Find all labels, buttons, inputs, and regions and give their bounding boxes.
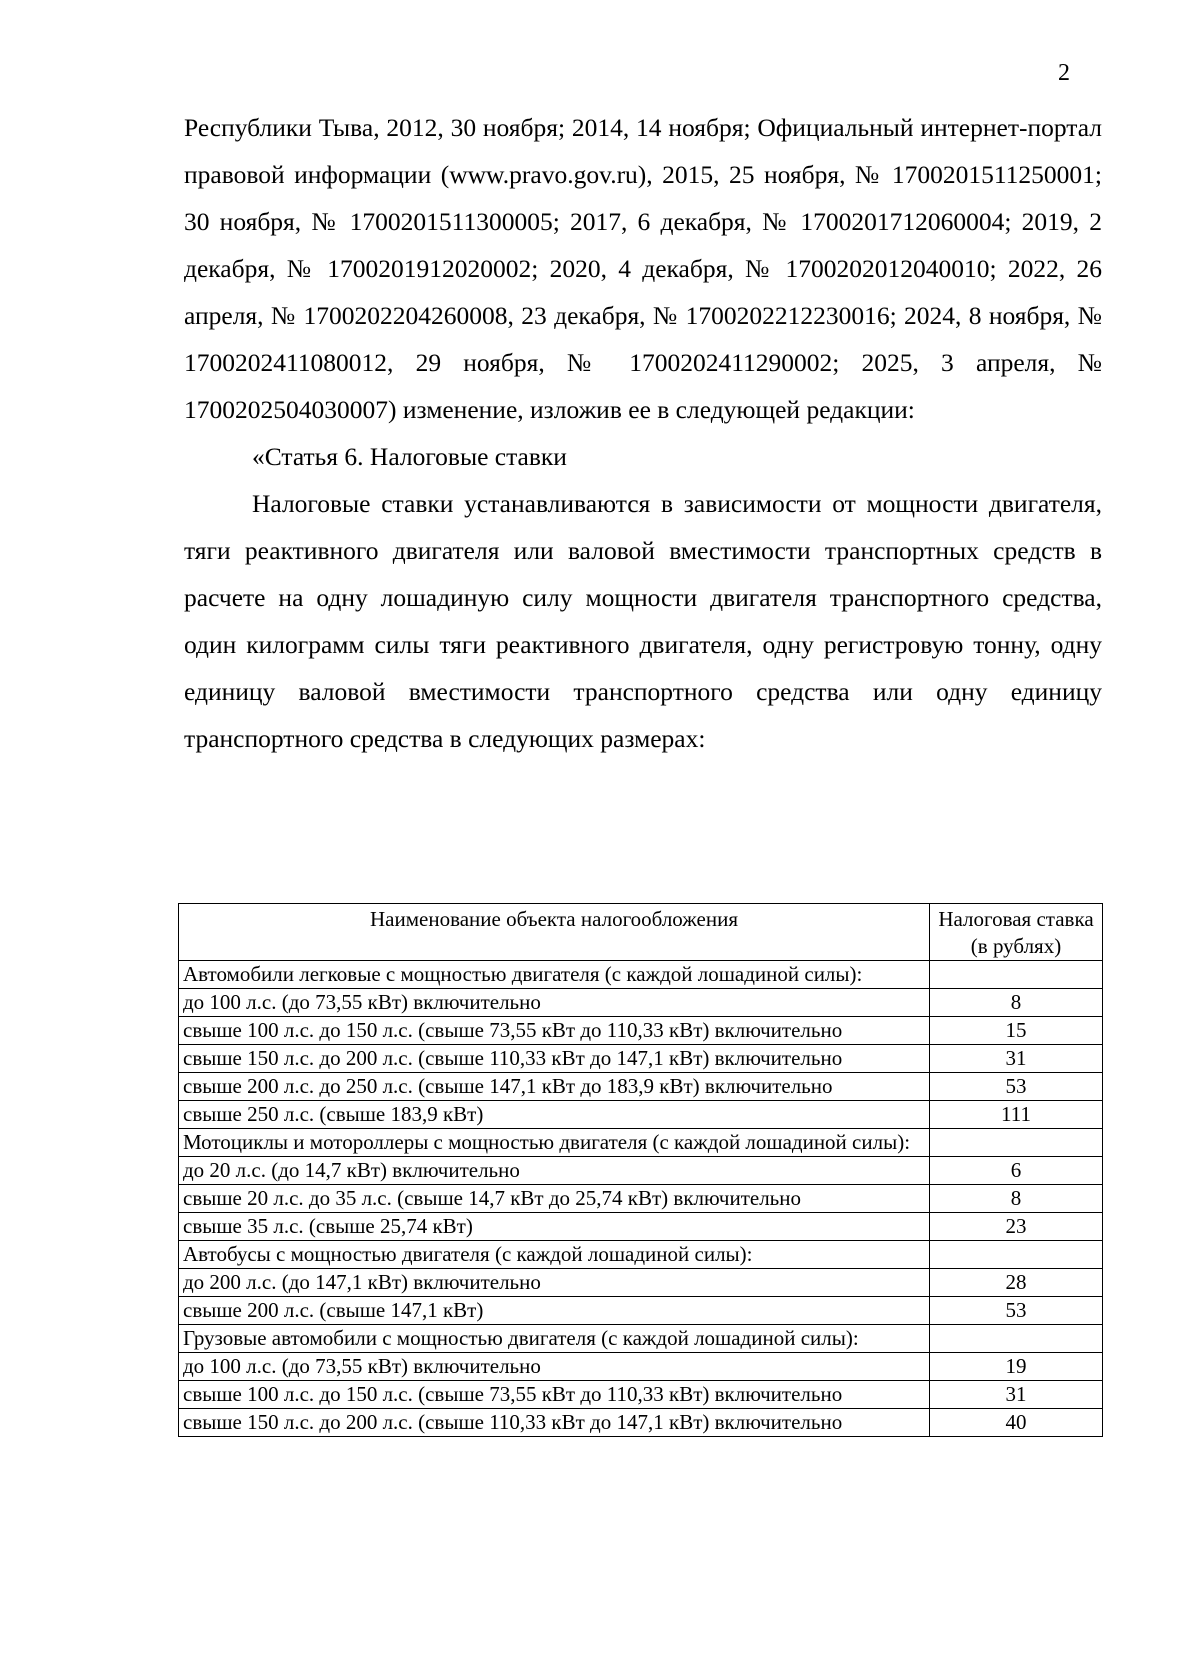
- table-row: [179, 1185, 1103, 1213]
- table-body: [179, 961, 1103, 1437]
- table-row: [179, 1157, 1103, 1185]
- table-row: [179, 1381, 1103, 1409]
- table-row: [179, 1213, 1103, 1241]
- table-cell-object: Автомобили легковые с мощностью двигателя (с каждой лошадиной силы):: [179, 961, 930, 989]
- table-cell-object: свыше 150 л.с. до 200 л.с. (свыше 110,33 кВт до 147,1 кВт) включительно: [179, 1409, 930, 1437]
- table-cell-rate: 111: [930, 1101, 1103, 1129]
- table-cell-object: свыше 20 л.с. до 35 л.с. (свыше 14,7 кВт до 25,74 кВт) включительно: [179, 1185, 930, 1213]
- table-cell-object: Автобусы с мощностью двигателя (с каждой лошадиной силы):: [179, 1241, 930, 1269]
- table-cell-rate: 31: [930, 1381, 1103, 1409]
- table-cell-rate: 53: [930, 1297, 1103, 1325]
- table-cell-object: свыше 150 л.с. до 200 л.с. (свыше 110,33 кВт до 147,1 кВт) включительно: [179, 1045, 930, 1073]
- table-cell-rate: 53: [930, 1073, 1103, 1101]
- table-cell-rate: 15: [930, 1017, 1103, 1045]
- table-cell-object: свыше 200 л.с. до 250 л.с. (свыше 147,1 кВт до 183,9 кВт) включительно: [179, 1073, 930, 1101]
- header-object-name: Наименование объекта налогообложения: [179, 904, 930, 961]
- table-row: [179, 1353, 1103, 1381]
- page-number: 2: [1058, 60, 1070, 86]
- table-row: [179, 1101, 1103, 1129]
- table-cell-object: Грузовые автомобили с мощностью двигателя (с каждой лошадиной силы):: [179, 1325, 930, 1353]
- paragraph-amendment-sources: Республики Тыва, 2012, 30 ноября; 2014, 14 ноября; Официальный интернет-портал правовой информации (www.pravo.gov.ru), 2015, 25 ноября, № 1700201511250001; 30 ноября, № 1700201511300005; 2017, 6 декабря, № 1700201712060004; 2019, 2 декабря, № 1700201912020002; 2020, 4 декабря, № 1700202012040010; 2022, 26 апреля, № 1700202204260008, 23 декабря, № 1700202212230016; 2024, 8 ноября, № 1700202411080012, 29 ноября, № 1700202411290002; 2025, 3 апреля, № 1700202504030007) изменение, изложив ее в следующей редакции:: [184, 113, 1102, 424]
- table-cell-object: свыше 200 л.с. (свыше 147,1 кВт): [179, 1297, 930, 1325]
- table-cell-rate: [930, 961, 1103, 989]
- table-cell-object: Мотоциклы и мотороллеры с мощностью двигателя (с каждой лошадиной силы):: [179, 1129, 930, 1157]
- table-cell-rate: 19: [930, 1353, 1103, 1381]
- table-row: [179, 1325, 1103, 1353]
- table-row: [179, 1073, 1103, 1101]
- table-cell-rate: [930, 1129, 1103, 1157]
- table-cell-object: свыше 35 л.с. (свыше 25,74 кВт): [179, 1213, 930, 1241]
- table-row: [179, 1241, 1103, 1269]
- table-cell-object: до 100 л.с. (до 73,55 кВт) включительно: [179, 989, 930, 1017]
- table-row: [179, 1045, 1103, 1073]
- table-cell-object: до 200 л.с. (до 147,1 кВт) включительно: [179, 1269, 930, 1297]
- table-row: [179, 1129, 1103, 1157]
- table-cell-rate: 23: [930, 1213, 1103, 1241]
- paragraph-rates-intro: Налоговые ставки устанавливаются в зависимости от мощности двигателя, тяги реактивного двигателя или валовой вместимости транспортных средств в расчете на одну лошадиную силу мощности двигателя транспортного средства, один килограмм силы тяги реактивного двигателя, одну регистровую тонну, одну единицу валовой вместимости транспортного средства или одну единицу транспортного средства в следующих размерах:: [184, 489, 1102, 753]
- table-cell-rate: 8: [930, 989, 1103, 1017]
- table-row: [179, 961, 1103, 989]
- table-cell-rate: 8: [930, 1185, 1103, 1213]
- table-cell-rate: [930, 1325, 1103, 1353]
- table-cell-rate: 6: [930, 1157, 1103, 1185]
- table-row: [179, 1297, 1103, 1325]
- table-cell-object: свыше 100 л.с. до 150 л.с. (свыше 73,55 кВт до 110,33 кВт) включительно: [179, 1381, 930, 1409]
- table-cell-object: свыше 100 л.с. до 150 л.с. (свыше 73,55 кВт до 110,33 кВт) включительно: [179, 1017, 930, 1045]
- table-cell-rate: [930, 1241, 1103, 1269]
- table-row: [179, 1409, 1103, 1437]
- body-text: [184, 104, 1102, 762]
- table-cell-rate: 40: [930, 1409, 1103, 1437]
- table-header-row: [179, 904, 1103, 961]
- header-tax-rate: Налоговая ставка (в рублях): [930, 904, 1103, 961]
- table-row: [179, 989, 1103, 1017]
- table-cell-object: до 100 л.с. (до 73,55 кВт) включительно: [179, 1353, 930, 1381]
- table-cell-object: свыше 250 л.с. (свыше 183,9 кВт): [179, 1101, 930, 1129]
- table-row: [179, 1269, 1103, 1297]
- table-row: [179, 1017, 1103, 1045]
- article-heading: «Статья 6. Налоговые ставки: [252, 442, 567, 471]
- tax-rates-table: [178, 903, 1103, 1437]
- table-cell-rate: 28: [930, 1269, 1103, 1297]
- table-cell-object: до 20 л.с. (до 14,7 кВт) включительно: [179, 1157, 930, 1185]
- table-cell-rate: 31: [930, 1045, 1103, 1073]
